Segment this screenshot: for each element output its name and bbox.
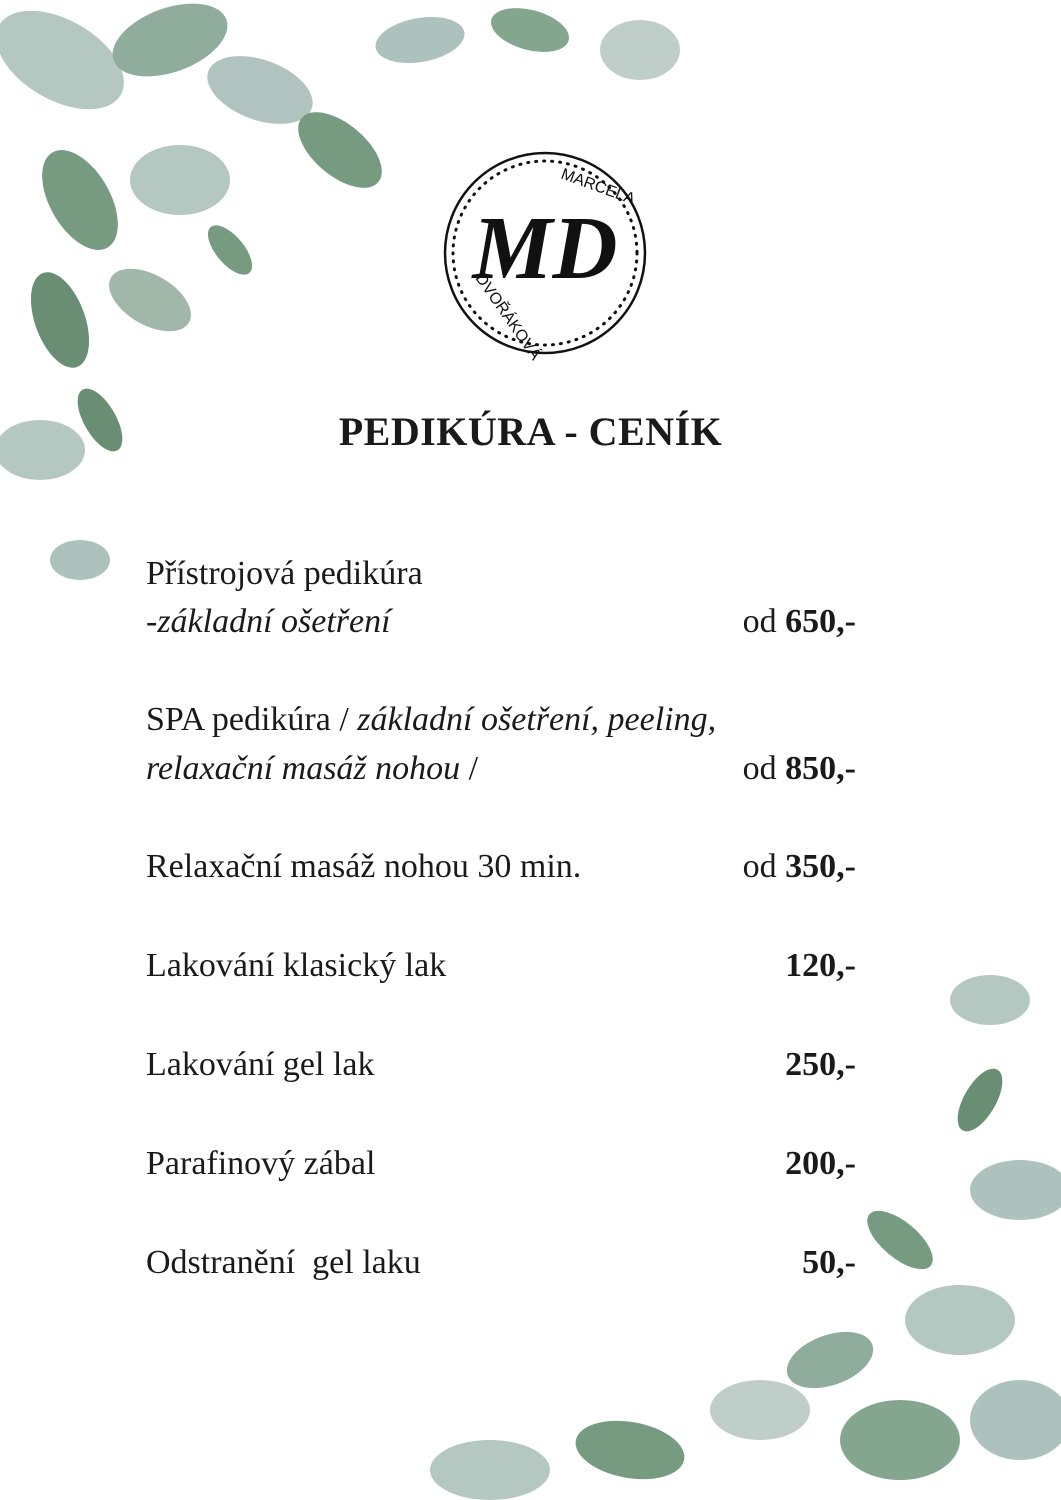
item-name: Parafinový zábal bbox=[146, 1145, 376, 1182]
price-row bbox=[146, 944, 856, 988]
price-prefix: od bbox=[742, 848, 777, 885]
page-title: PEDIKÚRA - CENÍK bbox=[338, 409, 723, 454]
item-name: Lakování gel lak bbox=[146, 1046, 375, 1083]
price-value: 650,- bbox=[785, 603, 856, 640]
eucalyptus-decoration-bottom-right bbox=[380, 940, 1061, 1500]
price-prefix: od bbox=[742, 750, 777, 787]
price-value: 50,- bbox=[802, 1244, 856, 1281]
price-row bbox=[146, 698, 856, 742]
price-row bbox=[146, 1142, 856, 1186]
item-detail: základní ošetření, peeling, bbox=[357, 701, 717, 738]
price-row bbox=[146, 1241, 856, 1285]
item-name-text: Přístrojová pedikúra bbox=[146, 555, 423, 592]
svg-text:DVOŘÁKOVÁ: DVOŘÁKOVÁ bbox=[471, 270, 544, 364]
item-name bbox=[146, 552, 856, 596]
item-name: Lakování klasický lak bbox=[146, 947, 447, 984]
item-name: Odstranění gel laku bbox=[146, 1244, 421, 1281]
price-value: 850,- bbox=[785, 750, 856, 787]
item-detail: relaxační masáž nohou bbox=[146, 750, 461, 787]
marcela-dvorakova-logo bbox=[430, 138, 660, 368]
item-detail: -základní ošetření bbox=[146, 603, 391, 640]
price bbox=[743, 600, 856, 644]
price-row bbox=[146, 600, 856, 644]
price-value: 350,- bbox=[785, 848, 856, 885]
price bbox=[743, 747, 856, 791]
item-name: SPA pedikúra / bbox=[146, 701, 358, 738]
item-name: Relaxační masáž nohou 30 min. bbox=[146, 848, 582, 885]
item-detail-suffix: / bbox=[460, 750, 479, 787]
price-value: 250,- bbox=[785, 1046, 856, 1083]
price-prefix: od bbox=[742, 603, 777, 640]
price-row bbox=[146, 747, 856, 791]
price-value: 200,- bbox=[785, 1145, 856, 1182]
price-value: 120,- bbox=[785, 947, 856, 984]
svg-text:MARCELA: MARCELA bbox=[558, 165, 638, 209]
price-row bbox=[146, 845, 856, 889]
price bbox=[743, 845, 856, 889]
price-row bbox=[146, 1043, 856, 1087]
svg-text:MD: MD bbox=[472, 199, 618, 298]
